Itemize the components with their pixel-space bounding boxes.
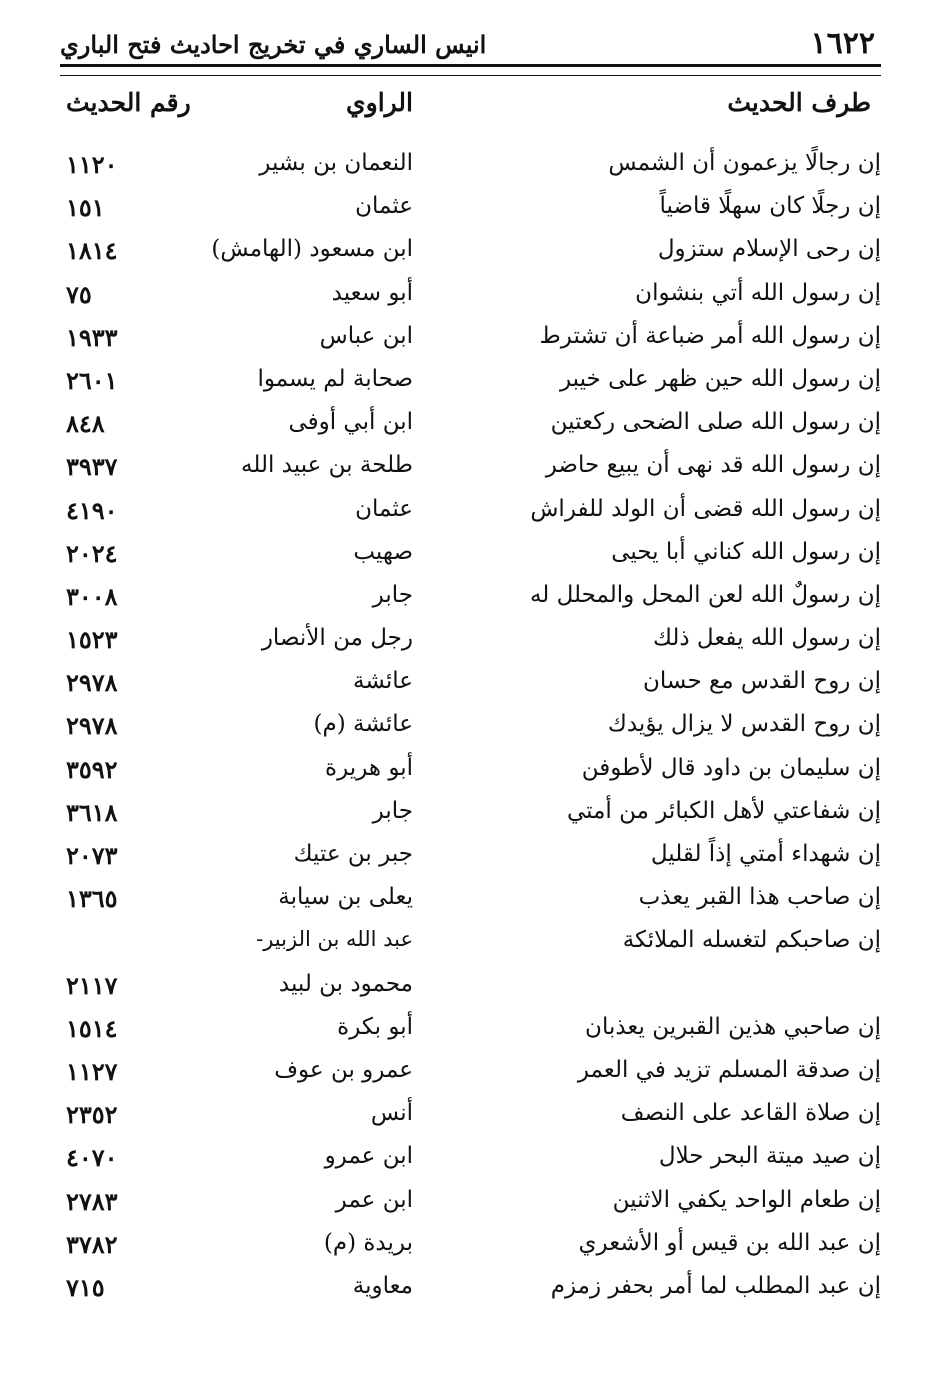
hadith-cell: إن رسول الله كناني أبا يحيى	[611, 538, 881, 565]
table-row	[60, 401, 881, 444]
table-row	[60, 185, 881, 228]
hadith-number-cell: ١٨١٤	[66, 236, 118, 266]
table-row	[60, 574, 881, 617]
narrator-cell: أنس	[370, 1100, 413, 1127]
hadith-number-cell: ٤٠٧٠	[66, 1143, 118, 1173]
hadith-number-cell: ١١٢٧	[66, 1056, 118, 1086]
table-row	[60, 790, 881, 833]
hadith-cell: إن روح القدس مع حسان	[643, 668, 881, 695]
hadith-number-cell: ٣٥٩٢	[66, 754, 118, 784]
hadith-cell: إن عبد الله بن قيس أو الأشعري	[578, 1229, 881, 1256]
narrator-cell: ابن عمر	[335, 1186, 413, 1213]
hadith-cell: إن رسول الله قد نهى أن يبيع حاضر	[545, 452, 881, 479]
page-header	[60, 22, 881, 64]
hadith-cell: إن صاحبي هذين القبرين يعذبان	[585, 1013, 881, 1040]
hadith-number-cell: ١٥٢٣	[66, 625, 118, 655]
hadith-number-cell: ٣٠٠٨	[66, 581, 118, 611]
table-row	[60, 531, 881, 574]
narrator-cell: محمود بن لبيد	[278, 970, 413, 997]
narrator-cell: صهيب	[353, 538, 413, 565]
table-row	[60, 703, 881, 746]
page-number: ١٦٢٢	[810, 26, 875, 61]
hadith-number-cell: ٨٤٨	[66, 409, 105, 439]
hadith-cell: إن شفاعتي لأهل الكبائر من أمتي	[566, 797, 881, 824]
narrator-cell: ابن أبي أوفى	[288, 409, 413, 436]
narrator-cell: ابن مسعود (الهامش)	[211, 236, 413, 263]
hadith-number-cell: ٢٩٧٨	[66, 711, 118, 741]
hadith-cell: إن رسولٌ الله لعن المحل والمحلل له	[529, 581, 881, 608]
narrator-cell: ابن عباس	[319, 322, 413, 349]
narrator-cell: عائشة	[353, 668, 413, 695]
book-title: انيس الساري في تخريج احاديث فتح الباري	[60, 30, 487, 59]
table-row	[60, 876, 881, 919]
column-header-narrator: الراوي	[346, 88, 413, 117]
narrator-cell: عثمان	[355, 193, 413, 220]
header-rule-thin	[60, 75, 881, 76]
narrator-cell: عبد الله بن الزبير-	[256, 927, 413, 952]
hadith-number-cell: ٢٦٠١	[66, 365, 118, 395]
narrator-cell: معاوية	[352, 1272, 413, 1299]
hadith-cell: إن رسول الله أتي بنشوان	[635, 279, 881, 306]
table-row	[60, 617, 881, 660]
narrator-cell: جبر بن عتيك	[293, 841, 413, 867]
hadith-number-cell: ٣٧٨٢	[66, 1229, 118, 1259]
column-headers	[60, 88, 881, 128]
hadith-number-cell: ٤١٩٠	[66, 495, 118, 525]
hadith-number-cell: ٢٠٢٤	[66, 538, 118, 568]
narrator-cell: عثمان	[355, 495, 413, 522]
hadith-number-cell: ٢٣٥٢	[66, 1100, 118, 1130]
hadith-cell: إن صلاة القاعد على النصف	[620, 1100, 881, 1127]
hadith-number-cell: ٧٥	[66, 279, 92, 309]
table-row	[60, 747, 881, 790]
hadith-cell: إن رسول الله قضى أن الولد للفراش	[530, 495, 881, 522]
narrator-cell: صحابة لم يسموا	[257, 365, 413, 392]
hadith-number-cell: ٢٠٧٣	[66, 841, 118, 870]
table-row	[60, 1006, 881, 1049]
table-row	[60, 358, 881, 401]
narrator-cell: النعمان بن بشير	[259, 150, 413, 176]
table-row	[60, 660, 881, 703]
table-row	[60, 1179, 881, 1222]
hadith-number-cell: ٧١٥	[66, 1272, 105, 1302]
hadith-cell: إن صدقة المسلم تزيد في العمر	[577, 1056, 881, 1083]
table-row	[60, 488, 881, 531]
hadith-cell: إن رحى الإسلام ستزول	[657, 236, 881, 263]
hadith-cell: إن رسول الله صلى الضحى ركعتين	[550, 409, 881, 436]
narrator-cell: أبو سعيد	[331, 279, 413, 306]
narrator-cell: جابر	[372, 797, 413, 824]
hadith-number-cell: ١٥١٤	[66, 1013, 118, 1043]
table-row	[60, 919, 881, 962]
hadith-cell: إن صاحبكم لتغسله الملائكة	[622, 927, 881, 954]
header-rule-thick	[60, 64, 881, 67]
narrator-cell: عمرو بن عوف	[274, 1056, 413, 1083]
hadith-number-cell: ٣٩٣٧	[66, 452, 118, 482]
hadith-number-cell: ١١٢٠	[66, 150, 118, 179]
hadith-number-cell: ٣٦١٨	[66, 797, 118, 827]
hadith-cell: إن روح القدس لا يزال يؤيدك	[607, 711, 881, 738]
hadith-number-cell: ٢٧٨٣	[66, 1186, 118, 1216]
table-row	[60, 1092, 881, 1135]
hadith-cell: إن صيد ميتة البحر حلال	[658, 1143, 881, 1170]
hadith-cell: إن رجالًا يزعمون أن الشمس	[608, 150, 881, 176]
table-row	[60, 833, 881, 876]
hadith-number-cell: ١٥١	[66, 193, 105, 223]
hadith-cell: إن طعام الواحد يكفي الاثنين	[612, 1186, 881, 1213]
table-row	[60, 315, 881, 358]
hadith-cell: إن سليمان بن داود قال لأطوفن	[581, 754, 881, 781]
hadith-index-table	[60, 142, 881, 1308]
table-row	[60, 444, 881, 487]
narrator-cell: يعلى بن سيابة	[278, 884, 413, 911]
column-header-number: رقم الحديث	[66, 88, 191, 117]
table-row	[60, 1265, 881, 1308]
hadith-number-cell: ١٩٣٣	[66, 322, 118, 352]
table-row	[60, 1135, 881, 1178]
narrator-cell: ابن عمرو	[324, 1143, 413, 1170]
hadith-number-cell: ٢٩٧٨	[66, 668, 118, 698]
hadith-cell: إن رسول الله يفعل ذلك	[652, 625, 881, 652]
hadith-cell: إن رسول الله أمر ضباعة أن تشترط	[539, 322, 881, 349]
hadith-number-cell: ١٣٦٥	[66, 884, 118, 914]
narrator-cell: بريدة (م)	[323, 1229, 413, 1256]
narrator-cell: طلحة بن عبيد الله	[241, 452, 413, 479]
hadith-cell: إن صاحب هذا القبر يعذب	[638, 884, 881, 911]
table-row	[60, 142, 881, 185]
table-row	[60, 1222, 881, 1265]
hadith-cell: إن رجلًا كان سهلًا قاضياً	[659, 193, 881, 220]
table-row	[60, 228, 881, 271]
table-row	[60, 963, 881, 1006]
hadith-number-cell: ٢١١٧	[66, 970, 118, 1000]
table-row	[60, 272, 881, 315]
narrator-cell: جابر	[372, 581, 413, 608]
hadith-cell: إن شهداء أمتي إذاً لقليل	[650, 841, 881, 867]
narrator-cell: رجل من الأنصار	[261, 625, 413, 652]
hadith-cell: إن عبد المطلب لما أمر بحفر زمزم	[550, 1272, 881, 1299]
hadith-cell: إن رسول الله حين ظهر على خيبر	[559, 365, 881, 392]
narrator-cell: أبو بكرة	[337, 1013, 413, 1040]
column-header-hadith: طرف الحديث	[727, 88, 871, 117]
narrator-cell: أبو هريرة	[325, 754, 413, 781]
table-row	[60, 1049, 881, 1092]
narrator-cell: عائشة (م)	[313, 711, 413, 738]
